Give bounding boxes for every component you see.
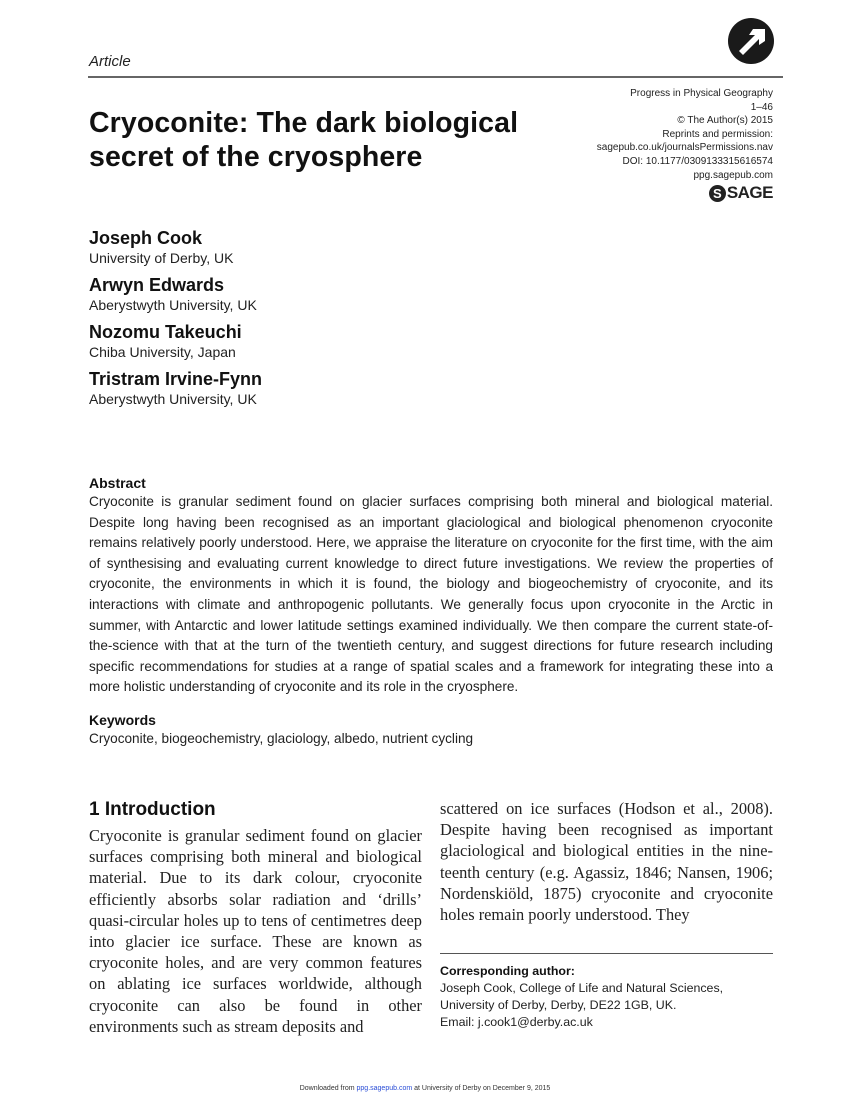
author-entry (89, 227, 262, 267)
body-column-right (440, 798, 773, 925)
keywords-heading: Keywords (89, 712, 156, 728)
introduction-heading: 1 Introduction (89, 799, 216, 820)
page-range: 1–46 (750, 101, 773, 113)
keywords-text: Cryoconite, biogeochemistry, glaciology, albedo, nutrient cycling (89, 731, 474, 746)
introduction-text-right: scattered on ice surfaces (Hodson et al., 2008). Despite having been recognised as important glaciological and biological entities in the nineteenth century (e.g. Agassiz, 1846; Nansen, 1906; Nordenskiöld, 1875) cryoconite and cryoconite holes remain poorly understood. They (440, 799, 773, 925)
journal-info (597, 87, 773, 182)
author-affiliation: Aberystwyth University, UK (89, 391, 257, 407)
abstract-section (89, 474, 773, 698)
article-type-label: Article (89, 53, 131, 70)
sage-logo-text: SAGE (726, 183, 773, 202)
abstract-text: Cryoconite is granular sediment found on glacier surfaces comprising both mineral and biological material. Despite long having been recognised as an important glaciological and biological phenomenon cryoconite remains relatively poorly understood. Here, we appraise the literature on cryoconite for the first time, with the aim of synthesising and evaluating current knowledge to direct future investigations. We review the properties of cryoconite, the environments in which it is found, the biology and biogeochemistry of cryoconite, and its interactions with climate and anthropogenic pollutants. We generally focus upon cryoconite in the Arctic in summer, with Antarctic and lower latitude settings examined individually. We then compare the current state-of-the-science with that at the turn of the twentieth century, and suggest directions for future research including specific recommendations for studies at a range of spatial scales and a framework for integrating these into a more holistic understanding of cryoconite and its role in the cryosphere. (89, 494, 773, 695)
corresponding-author (440, 963, 773, 1031)
author-list (89, 227, 262, 415)
journal-name: Progress in Physical Geography (630, 88, 773, 99)
footer-suffix: at University of Derby on December 9, 2015 (414, 1085, 551, 1092)
permissions-link[interactable]: sagepub.co.uk/journalsPermissions.nav (596, 142, 773, 154)
body-column-left (89, 798, 422, 1037)
header-divider (88, 76, 783, 78)
author-entry (89, 368, 262, 408)
introduction-text-left: Cryoconite is granular sediment found on glacier surfaces comprising both mineral and biological material. Due to its dark colour, cryoconite efficiently absorbs solar radiation and ‘drills’ quasi-circular holes up to tens of centimetres deep into glacier ice surface. These are known as cryoconite holes, and are very common features on ablating ice surfaces worldwide, although cryoconite can also be found in other environments such as stream deposits and (89, 826, 422, 1036)
author-name: Arwyn Edwards (89, 275, 225, 295)
author-name: Tristram Irvine-Fynn (89, 369, 263, 389)
corresponding-author-heading: Corresponding author: (440, 964, 575, 978)
open-access-arrow-icon (727, 17, 775, 65)
sage-logo (709, 183, 773, 203)
keywords-section (89, 711, 773, 749)
corresponding-author-line: University of Derby, Derby, DE22 1GB, UK. (440, 998, 677, 1012)
author-name: Nozomu Takeuchi (89, 322, 242, 342)
abstract-heading: Abstract (89, 475, 146, 491)
corresponding-author-email[interactable]: Email: j.cook1@derby.ac.uk (440, 1015, 593, 1029)
download-footer (0, 1085, 850, 1092)
author-name: Joseph Cook (89, 228, 203, 248)
author-affiliation: Aberystwyth University, UK (89, 297, 257, 313)
footer-link[interactable]: ppg.sagepub.com (356, 1085, 413, 1092)
footnote-divider (440, 953, 773, 954)
footer-prefix: Downloaded from (299, 1085, 355, 1092)
author-entry (89, 321, 262, 361)
sage-logo-icon: S (709, 185, 726, 202)
journal-site-link[interactable]: ppg.sagepub.com (693, 169, 773, 181)
author-entry (89, 274, 262, 314)
doi[interactable]: DOI: 10.1177/0309133315616574 (622, 155, 773, 167)
corresponding-author-line: Joseph Cook, College of Life and Natural Sciences, (440, 981, 724, 995)
copyright: © The Author(s) 2015 (677, 115, 773, 127)
author-affiliation: University of Derby, UK (89, 250, 234, 266)
article-title: Cryoconite: The dark biological secret of the cryosphere (89, 107, 519, 173)
author-affiliation: Chiba University, Japan (89, 344, 236, 360)
reprints-label: Reprints and permission: (662, 128, 773, 140)
